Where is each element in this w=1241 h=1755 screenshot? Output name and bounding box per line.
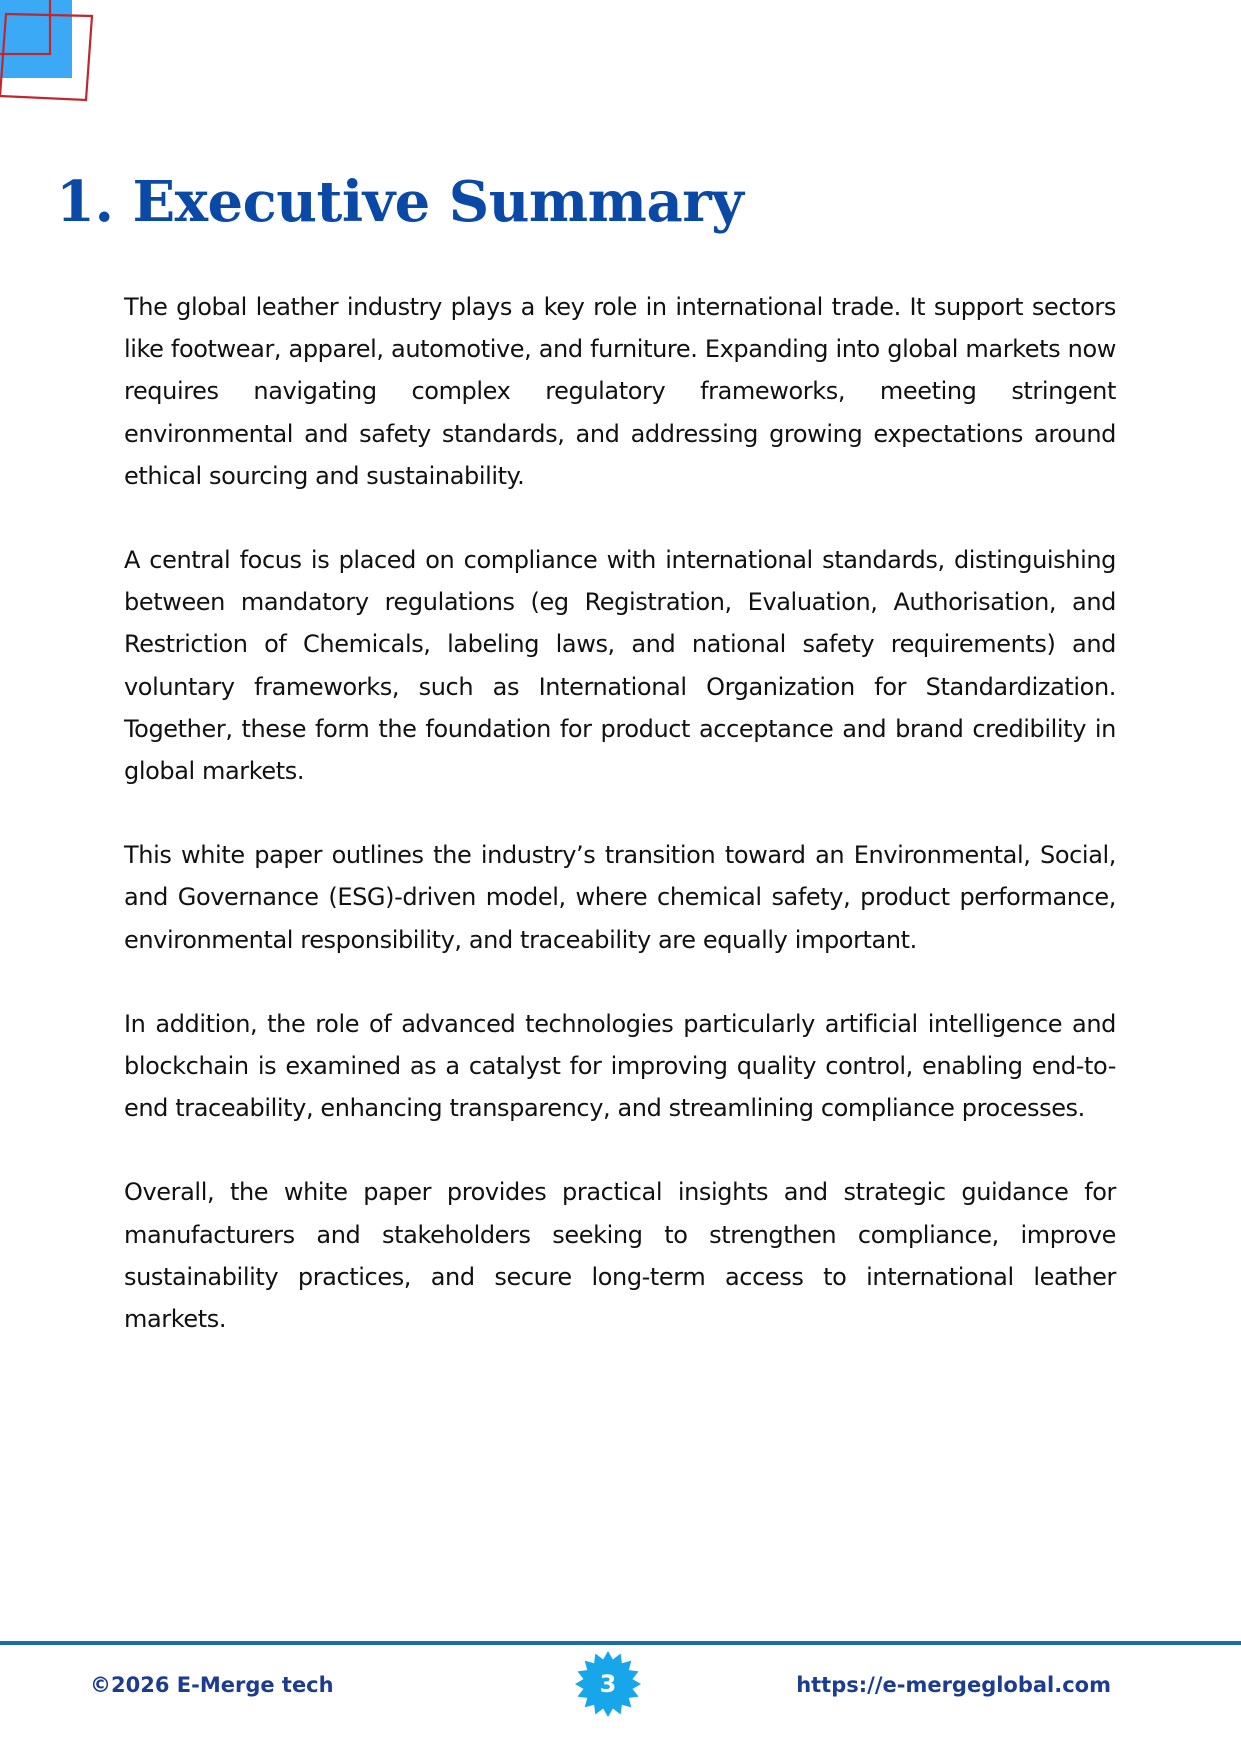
page-number-badge bbox=[572, 1651, 644, 1723]
paragraph-esg: This white paper outlines the industry’s transition toward an Environmental, Social, and Governance (ESG)-driven model, where chemical safety, product performance, environmental responsibility, and traceability are equally important. bbox=[124, 841, 1116, 954]
footer-copyright: ©2026 E-Merge tech bbox=[90, 1673, 334, 1697]
page-number: 3 bbox=[599, 1670, 617, 1698]
paragraph-technology: In addition, the role of advanced technologies particularly artificial intelligence and blockchain is examined as a catalyst for improving quality control, enabling end-to-end traceability, enhancing transparency, and streamlining compliance processes. bbox=[124, 1009, 1116, 1123]
paragraph-compliance: A central focus is placed on compliance with international standards, distinguishing between mandatory regulations (eg Registration, Evaluation, Authorisation, and Restriction of Chemicals, labeling laws, and national safety requirements) and voluntary frameworks, such as International Organization for Standardization. Together, these form the foundation for product acceptance and brand credibility in global markets. bbox=[124, 546, 1116, 786]
footer-divider bbox=[0, 1641, 1241, 1645]
footer-url: https://e-mergeglobal.com bbox=[796, 1673, 1111, 1697]
corner-decoration bbox=[0, 0, 100, 110]
paragraph-intro: The global leather industry plays a key role in international trade. It support sectors like footwear, apparel, automotive, and furniture. Expanding into global markets now requires navigating complex regulatory frameworks, meeting stringent environmental and safety standards, and addressing growing expectations around ethical sourcing and sustainability. bbox=[124, 293, 1116, 490]
paragraph-overall: Overall, the white paper provides practical insights and strategic guidance for manufacturers and stakeholders seeking to strengthen compliance, improve sustainability practices, and secure long-term access to international leather markets. bbox=[124, 1178, 1116, 1334]
body-text bbox=[124, 286, 1116, 1382]
section-heading: 1. Executive Summary bbox=[56, 169, 744, 235]
